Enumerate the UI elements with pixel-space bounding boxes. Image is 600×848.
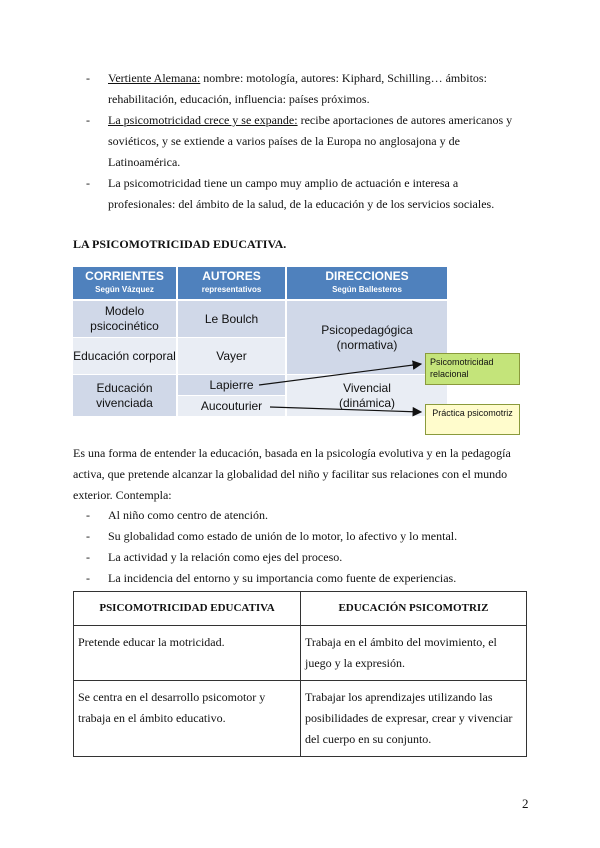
bullet-text: nombre: motología, autores: Kiphard, Schilling… ámbitos: rehabilitación, educación, influencia: países próximos. — [108, 71, 487, 106]
table-row — [74, 626, 527, 681]
table-cell: Trabaja en el ámbito del movimiento, el juego y la expresión. — [301, 626, 527, 681]
callout-practica: Práctica psicomotriz — [425, 404, 520, 435]
table-cell: Pretende educar la motricidad. — [74, 626, 301, 681]
autor-cell: Lapierre — [178, 375, 285, 395]
comparison-table — [73, 591, 527, 757]
header-autores: AUTORES representativos — [178, 267, 285, 299]
list-item: - Su globalidad como estado de unión de lo motor, lo afectivo y lo mental. — [86, 529, 458, 543]
intro-bullet-list — [86, 68, 526, 215]
table-row — [74, 681, 527, 757]
bullet-lead: La psicomotricidad crece y se expande: — [108, 113, 298, 127]
section-title: LA PSICOMOTRICIDAD EDUCATIVA. — [73, 237, 287, 251]
callout-relacional: Psicomotricidad relacional — [425, 353, 520, 385]
contempla-list — [86, 505, 526, 589]
table-header: EDUCACIÓN PSICOMOTRIZ — [301, 592, 527, 626]
arrow-lapierre — [259, 364, 421, 385]
list-item: - La psicomotricidad tiene un campo muy amplio de actuación e interesa a profesionales: del ámbito de la salud, de la educación y de los servicios sociales. — [86, 176, 495, 211]
body-paragraph: Es una forma de entender la educación, basada en la psicología evolutiva y en la pedagogía activa, que pretende alcanzar la globalidad del niño y facilitar sus relaciones con el mundo exterior. Contempla: — [73, 446, 511, 502]
psychomotricity-diagram — [73, 267, 520, 435]
list-item: - La psicomotricidad crece y se expande: recibe aportaciones de autores americanos y soviéticos, y se extiende a varios países de la Europa no anglosajona y de Latinoamérica. — [86, 113, 513, 169]
corriente-cell: Educación corporal — [73, 338, 176, 374]
autor-cell: Aucouturier — [178, 396, 285, 416]
table-header-row — [74, 592, 527, 626]
direccion-cell: Vivencial (dinámica) — [287, 375, 447, 416]
table-header: PSICOMOTRICIDAD EDUCATIVA — [74, 592, 301, 626]
page-number: 2 — [522, 796, 529, 811]
list-item: - La actividad y la relación como ejes del proceso. — [86, 550, 343, 564]
header-corrientes: CORRIENTES Según Vázquez — [73, 267, 176, 299]
arrow-aucouturier — [270, 407, 421, 412]
table-cell: Se centra en el desarrollo psicomotor y trabaja en el ámbito educativo. — [74, 681, 301, 757]
list-item: - Al niño como centro de atención. — [86, 508, 268, 522]
list-item: - Vertiente Alemana: nombre: motología, autores: Kiphard, Schilling… ámbitos: rehabilitación, educación, influencia: países próximos. — [86, 71, 487, 106]
corriente-cell: Modelo psicocinético — [73, 301, 176, 337]
bullet-text: recibe aportaciones de autores americanos y soviéticos, y se extiende a varios países de la Europa no anglosajona y de Latinoamérica. — [108, 113, 513, 169]
corriente-cell: Educación vivenciada — [73, 375, 176, 416]
table-cell: Trabajar los aprendizajes utilizando las posibilidades de expresar, crear y vivenciar del cuerpo en su conjunto. — [301, 681, 527, 757]
bullet-lead: Vertiente Alemana: — [108, 71, 201, 85]
autor-cell: Le Boulch — [178, 301, 285, 337]
header-direcciones: DIRECCIONES Según Ballesteros — [287, 267, 447, 299]
bullet-text: La psicomotricidad tiene un campo muy amplio de actuación e interesa a profesionales: del ámbito de la salud, de la educación y de los servicios sociales. — [108, 176, 495, 211]
direccion-cell: Psicopedagógica (normativa) — [287, 301, 447, 374]
list-item: - La incidencia del entorno y su importancia como fuente de experiencias. — [86, 571, 457, 585]
autor-cell: Vayer — [178, 338, 285, 374]
